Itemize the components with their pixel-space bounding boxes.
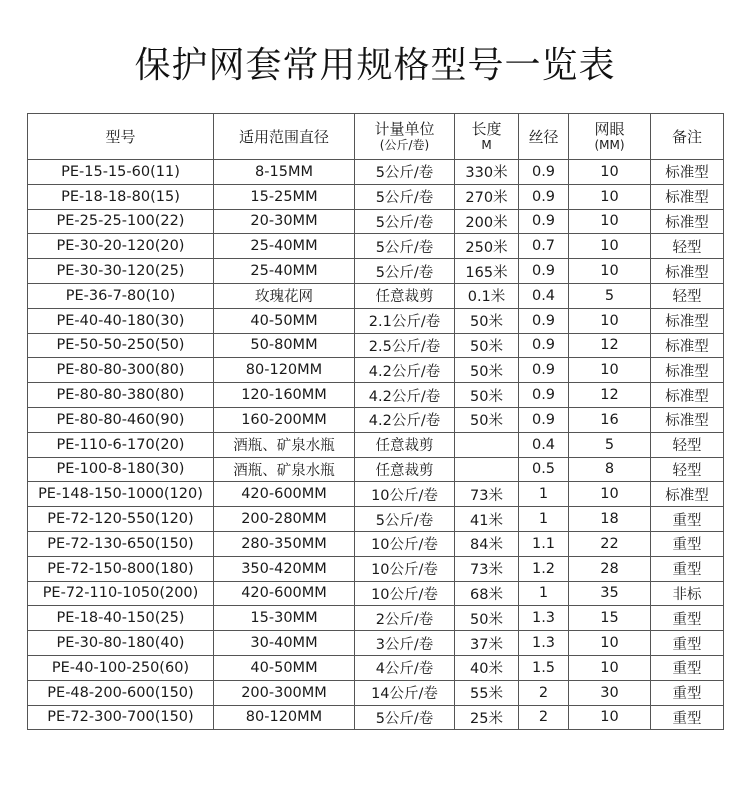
cell-length: [455, 457, 519, 482]
cell-mesh: 10: [569, 655, 651, 680]
cell-mesh: 12: [569, 383, 651, 408]
cell-model: PE-80-80-300(80): [28, 358, 214, 383]
cell-model: PE-30-30-120(25): [28, 259, 214, 284]
table-row: [28, 705, 724, 730]
cell-mesh: 10: [569, 631, 651, 656]
page-title: 保护网套常用规格型号一览表: [134, 45, 616, 86]
cell-note: 重型: [651, 705, 724, 730]
cell-mesh: 10: [569, 482, 651, 507]
cell-unit: 2.5公斤/卷: [355, 333, 455, 358]
table-row: [28, 581, 724, 606]
cell-diameter: 25-40MM: [214, 259, 355, 284]
cell-length: 50米: [455, 308, 519, 333]
cell-note: 轻型: [651, 457, 724, 482]
header-mesh-label: 网眼: [594, 120, 625, 138]
cell-length: 50米: [455, 606, 519, 631]
cell-mesh: 30: [569, 680, 651, 705]
cell-diameter: 80-120MM: [214, 358, 355, 383]
cell-model: PE-72-130-650(150): [28, 531, 214, 556]
table-row: [28, 680, 724, 705]
cell-diameter: 200-280MM: [214, 507, 355, 532]
cell-length: [455, 432, 519, 457]
table-row: [28, 308, 724, 333]
cell-diameter: 酒瓶、矿泉水瓶: [214, 457, 355, 482]
cell-note: 轻型: [651, 432, 724, 457]
cell-unit: 5公斤/卷: [355, 160, 455, 185]
header-wire: 丝径: [519, 114, 569, 160]
cell-wire-diameter: 1.2: [519, 556, 569, 581]
cell-note: 标准型: [651, 482, 724, 507]
cell-wire-diameter: 1: [519, 507, 569, 532]
cell-unit: 任意裁剪: [355, 457, 455, 482]
cell-mesh: 10: [569, 358, 651, 383]
header-length-sub: M: [481, 138, 492, 152]
cell-length: 68米: [455, 581, 519, 606]
table-row: [28, 531, 724, 556]
cell-wire-diameter: 1.5: [519, 655, 569, 680]
cell-note: 标准型: [651, 383, 724, 408]
cell-diameter: 420-600MM: [214, 482, 355, 507]
cell-note: 重型: [651, 631, 724, 656]
table-row: [28, 432, 724, 457]
cell-mesh: 10: [569, 308, 651, 333]
table-row: [28, 606, 724, 631]
cell-length: 84米: [455, 531, 519, 556]
cell-mesh: 10: [569, 209, 651, 234]
header-diameter: 适用范围直径: [214, 114, 355, 160]
cell-mesh: 5: [569, 283, 651, 308]
cell-model: PE-100-8-180(30): [28, 457, 214, 482]
table-row: [28, 556, 724, 581]
cell-note: 标准型: [651, 160, 724, 185]
cell-length: 250米: [455, 234, 519, 259]
cell-wire-diameter: 1: [519, 482, 569, 507]
table-row: [28, 234, 724, 259]
cell-mesh: 5: [569, 432, 651, 457]
table-body: [28, 160, 724, 730]
cell-diameter: 25-40MM: [214, 234, 355, 259]
cell-model: PE-18-18-80(15): [28, 184, 214, 209]
cell-unit: 2.1公斤/卷: [355, 308, 455, 333]
cell-length: 73米: [455, 556, 519, 581]
table-row: [28, 383, 724, 408]
cell-note: 重型: [651, 606, 724, 631]
table-row: [28, 283, 724, 308]
cell-unit: 10公斤/卷: [355, 581, 455, 606]
cell-model: PE-72-300-700(150): [28, 705, 214, 730]
cell-unit: 5公斤/卷: [355, 209, 455, 234]
cell-wire-diameter: 0.4: [519, 432, 569, 457]
cell-wire-diameter: 1: [519, 581, 569, 606]
cell-wire-diameter: 0.9: [519, 259, 569, 284]
cell-unit: 任意裁剪: [355, 283, 455, 308]
cell-mesh: 10: [569, 234, 651, 259]
cell-wire-diameter: 0.4: [519, 283, 569, 308]
cell-diameter: 200-300MM: [214, 680, 355, 705]
cell-diameter: 40-50MM: [214, 655, 355, 680]
cell-note: 标准型: [651, 184, 724, 209]
cell-unit: 4.2公斤/卷: [355, 407, 455, 432]
cell-unit: 10公斤/卷: [355, 556, 455, 581]
cell-wire-diameter: 0.5: [519, 457, 569, 482]
cell-diameter: 8-15MM: [214, 160, 355, 185]
table-row: [28, 507, 724, 532]
table-row: [28, 482, 724, 507]
cell-model: PE-50-50-250(50): [28, 333, 214, 358]
header-mesh: [569, 114, 651, 160]
cell-wire-diameter: 1.3: [519, 606, 569, 631]
table-row: [28, 631, 724, 656]
cell-note: 重型: [651, 507, 724, 532]
cell-note: 非标: [651, 581, 724, 606]
header-row: [28, 114, 724, 160]
cell-model: PE-72-110-1050(200): [28, 581, 214, 606]
cell-length: 200米: [455, 209, 519, 234]
cell-note: 标准型: [651, 259, 724, 284]
cell-mesh: 8: [569, 457, 651, 482]
table-row: [28, 160, 724, 185]
cell-note: 重型: [651, 680, 724, 705]
cell-length: 50米: [455, 358, 519, 383]
cell-model: PE-110-6-170(20): [28, 432, 214, 457]
cell-unit: 5公斤/卷: [355, 507, 455, 532]
header-unit: [355, 114, 455, 160]
cell-unit: 4.2公斤/卷: [355, 358, 455, 383]
cell-unit: 4.2公斤/卷: [355, 383, 455, 408]
cell-length: 270米: [455, 184, 519, 209]
cell-unit: 10公斤/卷: [355, 531, 455, 556]
cell-length: 0.1米: [455, 283, 519, 308]
cell-diameter: 420-600MM: [214, 581, 355, 606]
cell-model: PE-30-20-120(20): [28, 234, 214, 259]
cell-diameter: 40-50MM: [214, 308, 355, 333]
cell-length: 50米: [455, 333, 519, 358]
cell-diameter: 玫瑰花网: [214, 283, 355, 308]
cell-unit: 任意裁剪: [355, 432, 455, 457]
cell-unit: 10公斤/卷: [355, 482, 455, 507]
cell-model: PE-36-7-80(10): [28, 283, 214, 308]
cell-mesh: 10: [569, 184, 651, 209]
cell-model: PE-30-80-180(40): [28, 631, 214, 656]
cell-model: PE-18-40-150(25): [28, 606, 214, 631]
cell-length: 50米: [455, 383, 519, 408]
cell-model: PE-40-100-250(60): [28, 655, 214, 680]
cell-diameter: 酒瓶、矿泉水瓶: [214, 432, 355, 457]
table-row: [28, 407, 724, 432]
cell-mesh: 18: [569, 507, 651, 532]
cell-diameter: 15-30MM: [214, 606, 355, 631]
cell-diameter: 50-80MM: [214, 333, 355, 358]
cell-unit: 5公斤/卷: [355, 184, 455, 209]
cell-wire-diameter: 2: [519, 705, 569, 730]
cell-diameter: 280-350MM: [214, 531, 355, 556]
cell-wire-diameter: 0.9: [519, 333, 569, 358]
cell-diameter: 350-420MM: [214, 556, 355, 581]
cell-wire-diameter: 2: [519, 680, 569, 705]
cell-diameter: 120-160MM: [214, 383, 355, 408]
cell-wire-diameter: 0.9: [519, 358, 569, 383]
cell-unit: 14公斤/卷: [355, 680, 455, 705]
cell-length: 25米: [455, 705, 519, 730]
table-row: [28, 457, 724, 482]
cell-mesh: 35: [569, 581, 651, 606]
table-row: [28, 358, 724, 383]
cell-model: PE-148-150-1000(120): [28, 482, 214, 507]
table-row: [28, 333, 724, 358]
table-header: [28, 114, 724, 160]
cell-model: PE-48-200-600(150): [28, 680, 214, 705]
cell-unit: 5公斤/卷: [355, 234, 455, 259]
cell-mesh: 22: [569, 531, 651, 556]
cell-unit: 2公斤/卷: [355, 606, 455, 631]
cell-wire-diameter: 0.7: [519, 234, 569, 259]
cell-length: 40米: [455, 655, 519, 680]
cell-wire-diameter: 0.9: [519, 383, 569, 408]
cell-diameter: 80-120MM: [214, 705, 355, 730]
cell-wire-diameter: 1.3: [519, 631, 569, 656]
cell-wire-diameter: 0.9: [519, 407, 569, 432]
cell-mesh: 10: [569, 160, 651, 185]
cell-note: 重型: [651, 531, 724, 556]
cell-unit: 4公斤/卷: [355, 655, 455, 680]
table-row: [28, 259, 724, 284]
cell-model: PE-40-40-180(30): [28, 308, 214, 333]
cell-mesh: 10: [569, 259, 651, 284]
cell-note: 轻型: [651, 234, 724, 259]
cell-model: PE-72-150-800(180): [28, 556, 214, 581]
cell-model: PE-25-25-100(22): [28, 209, 214, 234]
cell-note: 重型: [651, 655, 724, 680]
cell-wire-diameter: 0.9: [519, 209, 569, 234]
cell-note: 标准型: [651, 209, 724, 234]
cell-note: 标准型: [651, 358, 724, 383]
cell-model: PE-15-15-60(11): [28, 160, 214, 185]
cell-length: 41米: [455, 507, 519, 532]
cell-model: PE-80-80-380(80): [28, 383, 214, 408]
cell-wire-diameter: 1.1: [519, 531, 569, 556]
cell-length: 165米: [455, 259, 519, 284]
cell-wire-diameter: 0.9: [519, 184, 569, 209]
header-note: 备注: [651, 114, 724, 160]
table-row: [28, 655, 724, 680]
cell-model: PE-72-120-550(120): [28, 507, 214, 532]
cell-length: 55米: [455, 680, 519, 705]
header-length: [455, 114, 519, 160]
cell-unit: 5公斤/卷: [355, 259, 455, 284]
cell-diameter: 20-30MM: [214, 209, 355, 234]
cell-note: 重型: [651, 556, 724, 581]
cell-mesh: 10: [569, 705, 651, 730]
cell-note: 标准型: [651, 407, 724, 432]
spec-table: [27, 113, 724, 730]
cell-note: 标准型: [651, 308, 724, 333]
table-row: [28, 209, 724, 234]
cell-model: PE-80-80-460(90): [28, 407, 214, 432]
cell-unit: 5公斤/卷: [355, 705, 455, 730]
header-mesh-sub: (MM): [594, 138, 625, 152]
cell-length: 50米: [455, 407, 519, 432]
cell-mesh: 15: [569, 606, 651, 631]
cell-diameter: 15-25MM: [214, 184, 355, 209]
cell-unit: 3公斤/卷: [355, 631, 455, 656]
header-unit-sub: (公斤/卷): [379, 138, 430, 152]
cell-mesh: 12: [569, 333, 651, 358]
cell-length: 330米: [455, 160, 519, 185]
cell-diameter: 30-40MM: [214, 631, 355, 656]
cell-note: 标准型: [651, 333, 724, 358]
cell-mesh: 16: [569, 407, 651, 432]
cell-diameter: 160-200MM: [214, 407, 355, 432]
cell-length: 37米: [455, 631, 519, 656]
header-model: 型号: [28, 114, 214, 160]
cell-note: 轻型: [651, 283, 724, 308]
cell-mesh: 28: [569, 556, 651, 581]
header-length-label: 长度: [471, 120, 502, 138]
cell-wire-diameter: 0.9: [519, 308, 569, 333]
cell-length: 73米: [455, 482, 519, 507]
cell-wire-diameter: 0.9: [519, 160, 569, 185]
table-row: [28, 184, 724, 209]
header-unit-label: 计量单位: [374, 120, 435, 138]
